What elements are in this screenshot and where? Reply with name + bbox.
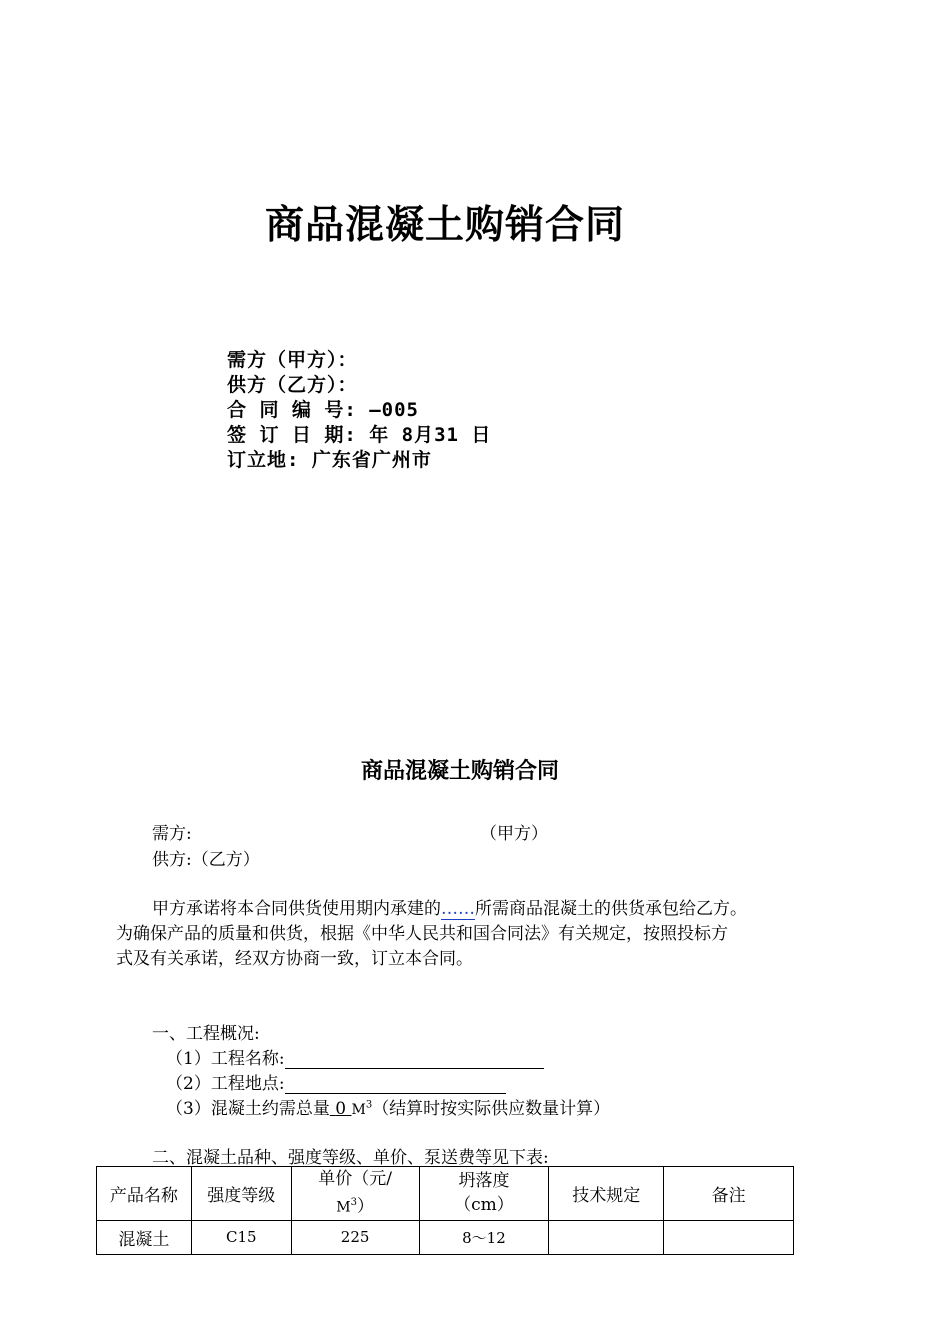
volume-unit-exponent: 3 — [365, 1099, 373, 1111]
intro-text-2: 所需商品混凝土的供货承包给乙方。 — [475, 899, 747, 919]
project-name-line — [166, 1044, 544, 1069]
cell-product: 混凝土 — [97, 1220, 192, 1254]
project-location-blank[interactable] — [285, 1075, 506, 1094]
header-unit-price-unit: M — [336, 1199, 351, 1216]
header-unit-price-line1: 单价（元/ — [318, 1169, 392, 1189]
project-name-label: （1）工程名称: — [166, 1049, 285, 1069]
cell-technical-spec — [549, 1220, 664, 1254]
table-header-row — [97, 1167, 794, 1221]
header-slump — [419, 1167, 549, 1221]
header-technical-spec: 技术规定 — [549, 1167, 664, 1221]
cover-buyer-line: 需方（甲方）： — [227, 349, 358, 371]
cover-sign-date: 签 订 日 期: 年 8月31 日 — [227, 424, 492, 446]
contract-title: 商品混凝土购销合同 — [360, 759, 559, 784]
seller-label: 供方:（乙方） — [152, 850, 260, 870]
header-slump-line1: 坍落度 — [458, 1171, 510, 1192]
header-unit-price — [291, 1167, 419, 1221]
header-remarks: 备注 — [664, 1167, 794, 1221]
cell-slump: 8～12 — [419, 1220, 549, 1254]
cover-seller-line: 供方（乙方）： — [227, 374, 358, 396]
header-slump-line2: （cm） — [454, 1195, 514, 1216]
concrete-spec-table — [96, 1166, 794, 1255]
header-strength-grade: 强度等级 — [191, 1167, 291, 1221]
table-row — [97, 1220, 794, 1254]
volume-unit: M — [351, 1102, 366, 1118]
project-name-blank[interactable] — [285, 1050, 544, 1069]
total-volume-note: （结算时按实际供应数量计算） — [372, 1099, 611, 1119]
header-unit-price-close: ） — [356, 1196, 374, 1217]
section2-heading: 二、混凝土品种、强度等级、单价、泵送费等见下表: — [152, 1148, 549, 1168]
intro-line-3: 式及有关承诺，经双方协商一致，订立本合同。 — [116, 949, 473, 969]
total-volume-value: 0 — [335, 1099, 347, 1119]
total-volume-line — [166, 1094, 610, 1119]
project-location-line — [166, 1069, 506, 1094]
buyer-party: （甲方） — [480, 824, 548, 844]
intro-line-1 — [152, 894, 747, 919]
buyer-label: 需方: — [152, 824, 192, 844]
header-product-name: 产品名称 — [97, 1167, 192, 1221]
cell-price: 225 — [291, 1220, 419, 1254]
project-location-label: （2）工程地点: — [166, 1074, 285, 1094]
intro-line-2: 为确保产品的质量和供货，根据《中华人民共和国合同法》有关规定，按照投标方 — [116, 924, 728, 944]
header-unit-price-exponent: 3 — [350, 1197, 357, 1208]
cover-sign-place: 订立地: 广东省广州市 — [227, 449, 432, 471]
project-link[interactable]: …… — [441, 899, 475, 919]
cover-contract-number: 合 同 编 号: —005 — [227, 399, 419, 421]
section1-heading: 一、工程概况: — [152, 1024, 260, 1044]
cover-title: 商品混凝土购销合同 — [264, 203, 625, 248]
total-volume-label: （3）混凝土约需总量 — [166, 1099, 330, 1119]
cell-grade: C15 — [191, 1220, 291, 1254]
intro-text-1: 甲方承诺将本合同供货使用期内承建的 — [152, 899, 441, 919]
cell-remarks — [664, 1220, 794, 1254]
